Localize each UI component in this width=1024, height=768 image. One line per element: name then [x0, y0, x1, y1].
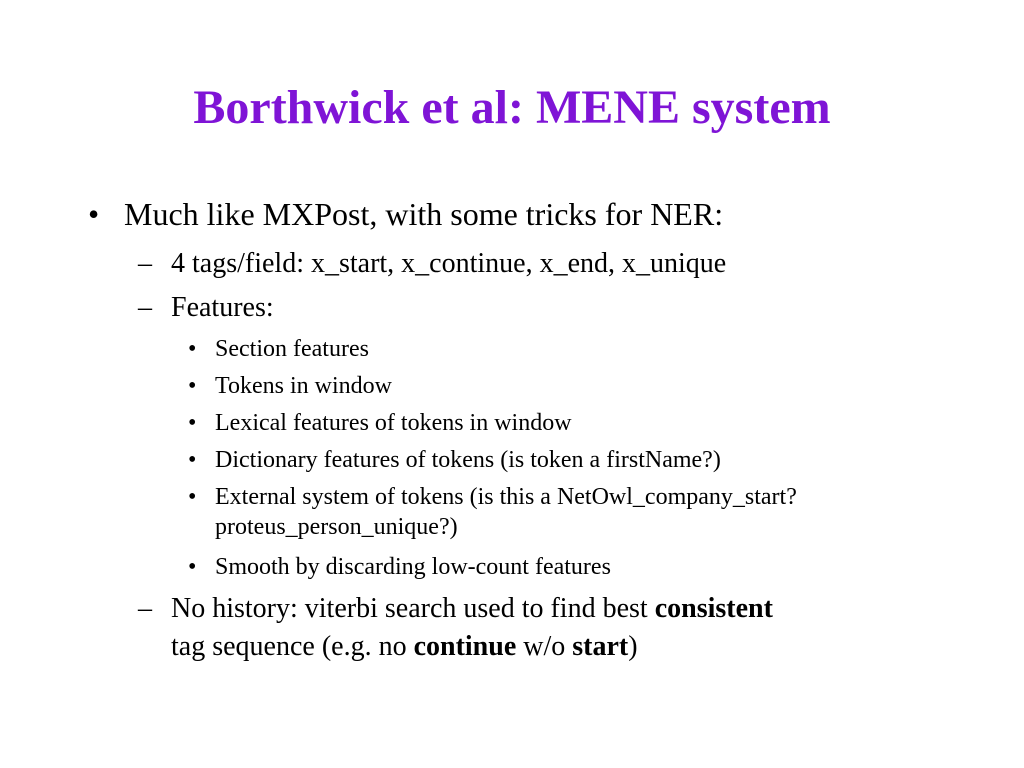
- history-text-part: ): [628, 631, 638, 662]
- feature-text: External system of tokens (is this a NetOwl_company_start?: [215, 484, 797, 510]
- dash-marker: –: [138, 248, 152, 279]
- bullet-marker: •: [188, 336, 197, 362]
- feature-text: Tokens in window: [215, 373, 392, 399]
- feature-text: Smooth by discarding low-count features: [215, 554, 611, 580]
- feature-text: Section features: [215, 336, 369, 362]
- bullet-marker: •: [188, 554, 197, 580]
- bullet-marker: •: [188, 373, 197, 399]
- feature-text: Dictionary features of tokens (is token a firstName?): [215, 447, 721, 473]
- bullet-marker: •: [188, 484, 197, 510]
- dash-marker: –: [138, 292, 152, 323]
- bullet-marker: •: [188, 410, 197, 436]
- history-bold-start: start: [572, 631, 629, 662]
- sub-item-text: Features:: [171, 292, 274, 323]
- history-text-part: No history: viterbi search used to find best: [171, 593, 655, 624]
- bullet-marker: •: [88, 196, 100, 232]
- feature-text: Lexical features of tokens in window: [215, 410, 572, 436]
- history-text-part: tag sequence (e.g. no: [171, 631, 414, 662]
- bullet-marker: •: [188, 447, 197, 473]
- history-text-part: w/o: [516, 631, 573, 662]
- sub-item-text: 4 tags/field: x_start, x_continue, x_end, x_unique: [171, 248, 727, 279]
- slide-title: Borthwick et al: MENE system: [193, 81, 831, 134]
- history-bold-continue: continue: [413, 631, 517, 662]
- sub-item-text: [171, 629, 638, 665]
- history-bold-consistent: consistent: [654, 593, 773, 624]
- sub-item-text: [171, 591, 773, 627]
- bullet-text: Much like MXPost, with some tricks for NER:: [124, 196, 724, 232]
- feature-text: proteus_person_unique?): [215, 514, 458, 540]
- dash-marker: –: [138, 593, 152, 624]
